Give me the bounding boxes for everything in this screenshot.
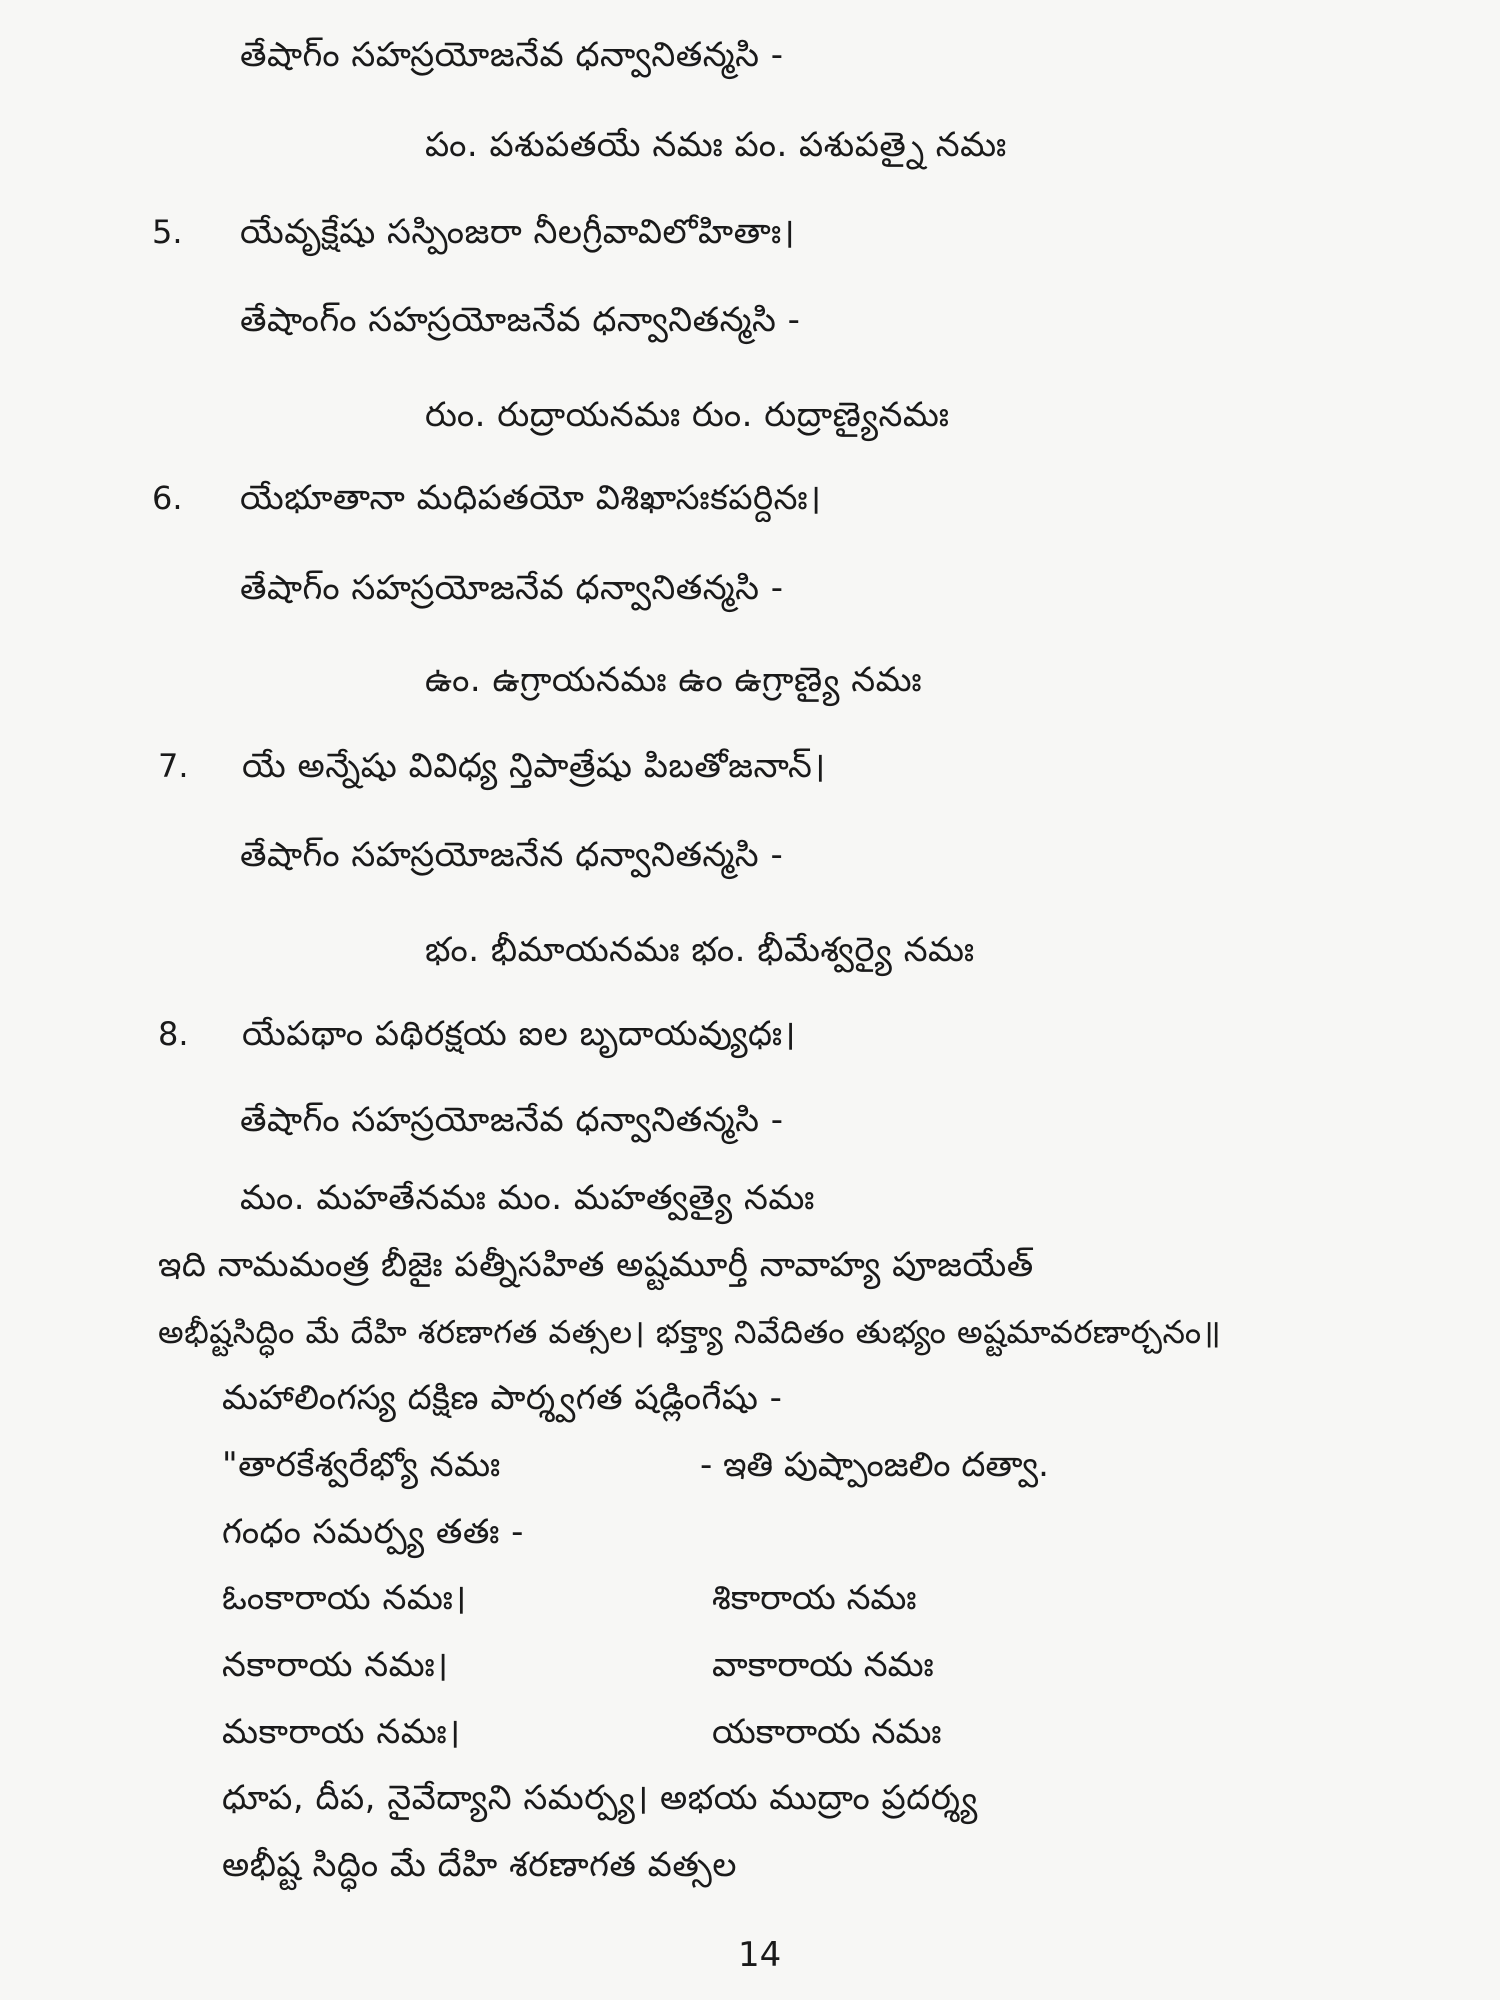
nama-right: వాకారాయ నమః — [712, 1645, 934, 1685]
verse-line: తేషాంగ్ం సహస్రయోజనేవ ధన్వానితన్మసి - — [240, 300, 801, 340]
prose-line: అభీష్టసిద్ధిం మే దేహి శరణాగత వత్సల। భక్త్యా నివేదితం తుభ్యం అష్టమావరణార్చనం॥ — [158, 1313, 1222, 1351]
nama-line: రుం. రుద్రాయనమః రుం. రుద్రాణ్యైనమః — [425, 395, 950, 435]
prose-line: మహాలింగస్య దక్షిణ పార్శ్వగత షడ్లింగేషు - — [222, 1378, 783, 1418]
verse-number: 5. — [152, 213, 183, 251]
prose-line-right: - ఇతి పుష్పాంజలిం దత్వా. — [700, 1445, 1049, 1485]
nama-line: భం. భీమాయనమః భం. భీమేశ్వర్యై నమః — [425, 930, 975, 970]
prose-line: ధూప, దీప, నైవేద్యాని సమర్ప్య। అభయ ముద్రాం ప్రదర్శ్య — [222, 1778, 978, 1818]
nama-line: ఉం. ఉగ్రాయనమః ఉం ఉగ్రాణ్యై నమః — [425, 660, 923, 700]
prose-line: గంధం సమర్ప్య తతః - — [222, 1512, 524, 1552]
nama-line: మం. మహతేనమః మం. మహత్వత్యై నమః — [240, 1178, 815, 1218]
verse-line: యే అన్నేషు వివిధ్య న్తిపాత్రేషు పిబతోజనాన్। — [242, 746, 826, 786]
page-number: 14 — [738, 1935, 782, 1975]
prose-line: ఇది నామమంత్ర బీజైః పత్నీసహిత అష్టమూర్తీ నావాహ్య పూజయేత్ — [158, 1245, 1034, 1285]
prose-line: అభీష్ట సిద్ధిం మే దేహి శరణాగత వత్సల — [222, 1845, 737, 1885]
nama-left: ఓంకారాయ నమః। — [222, 1578, 467, 1618]
verse-number: 7. — [158, 747, 189, 785]
verse-line: యేభూతానా మధిపతయో విశిఖాసఃకపర్దినః। — [240, 478, 822, 518]
verse-line: తేషాగ్ం సహస్రయోజనేన ధన్వానితన్మసి - — [240, 835, 784, 875]
verse-number: 6. — [152, 479, 183, 517]
nama-left: మకారాయ నమః। — [222, 1712, 461, 1752]
verse-number: 8. — [158, 1015, 189, 1053]
verse-line: తేషాగ్ం సహస్రయోజనేవ ధన్వానితన్మసి - — [240, 568, 784, 608]
verse-line: యేపథాం పథిరక్షయ ఐల బృదాయవ్యుధః। — [242, 1014, 796, 1054]
nama-line: పం. పశుపతయే నమః పం. పశుపత్నై నమః — [425, 125, 1007, 165]
verse-line: తేషాగ్ం సహస్రయోజనేవ ధన్వానితన్మసి - — [240, 35, 784, 75]
nama-right: శికారాయ నమః — [712, 1578, 917, 1618]
nama-left: నకారాయ నమః। — [222, 1645, 449, 1685]
verse-line: యేవృక్షేషు సస్పింజరా నీలగ్రీవావిలోహితాః। — [240, 212, 796, 252]
prose-line: "తారకేశ్వరేభ్యో నమః — [222, 1445, 501, 1485]
nama-right: యకారాయ నమః — [712, 1712, 942, 1752]
verse-line: తేషాగ్ం సహస్రయోజనేవ ధన్వానితన్మసి - — [240, 1100, 784, 1140]
